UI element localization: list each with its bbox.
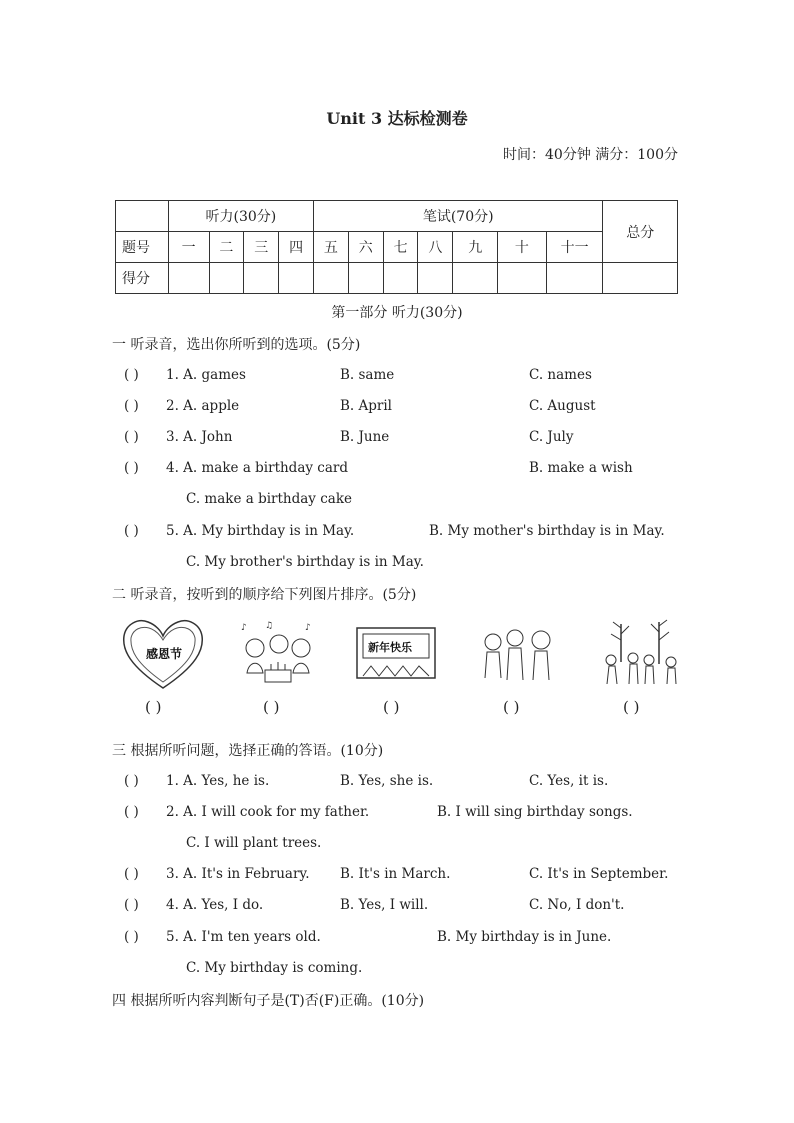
option-c: C. My brother's birthday is in May. [186,554,424,570]
answer-blank[interactable]: ( ) [124,929,139,945]
writing-header: 笔试(70分) [314,201,603,232]
option-a: 2. A. I will cook for my father. [166,804,370,820]
option-c: C. names [529,367,592,383]
picture-row [115,618,685,698]
score-cell[interactable] [453,263,498,294]
birthday-party-picture [235,618,321,692]
option-a: 1. A. games [166,367,246,383]
new-year-text: 新年快乐 [368,641,412,654]
svg-text:♪: ♪ [241,623,247,633]
answer-blank[interactable]: ( ) [124,367,139,383]
score-cell[interactable] [314,263,349,294]
option-b: B. April [340,398,392,414]
answer-blank[interactable]: ( ) [503,698,520,716]
option-c: C. make a birthday cake [186,491,353,507]
score-cell[interactable] [603,263,678,294]
section3-title: 三 根据所听问题，选择正确的答语。(10分) [112,743,384,759]
score-table [115,200,678,294]
part-title: 第一部分 听力(30分) [331,305,463,321]
option-b: B. same [340,367,395,383]
heart-picture [120,618,206,692]
answer-blank[interactable]: ( ) [623,698,640,716]
answer-blank[interactable]: ( ) [124,866,139,882]
table-number: 一 [168,232,209,263]
score-cell[interactable] [348,263,383,294]
option-b: B. make a wish [529,460,633,476]
option-b: B. It's in March. [340,866,451,882]
option-c: C. My birthday is coming. [186,960,363,976]
option-a: 5. A. I'm ten years old. [166,929,321,945]
option-b: B. June [340,429,390,445]
table-number: 七 [383,232,418,263]
score-cell[interactable] [383,263,418,294]
option-a: 4. A. make a birthday card [166,460,348,476]
option-b: B. I will sing birthday songs. [437,804,633,820]
table-number: 五 [314,232,349,263]
children-singing-picture [475,618,561,692]
option-a: 5. A. My birthday is in May. [166,523,355,539]
planting-trees-picture [597,618,683,692]
option-a: 3. A. John [166,429,233,445]
option-a: 4. A. Yes, I do. [166,897,264,913]
section4-title: 四 根据所听内容判断句子是(T)否(F)正确。(10分) [112,993,425,1009]
score-cell[interactable] [418,263,453,294]
page-title: Unit 3 达标检测卷 [326,109,468,128]
heart-text: 感恩节 [146,647,183,661]
table-number: 四 [279,232,314,263]
table-number: 八 [418,232,453,263]
option-b: B. My birthday is in June. [437,929,612,945]
answer-blank[interactable]: ( ) [124,429,139,445]
option-c: C. No, I don't. [529,897,625,913]
option-a: 3. A. It's in February. [166,866,310,882]
listening-header: 听力(30分) [168,201,313,232]
option-c: C. I will plant trees. [186,835,322,851]
answer-blank[interactable]: ( ) [124,460,139,476]
score-cell[interactable] [498,263,547,294]
answer-blank[interactable]: ( ) [124,773,139,789]
table-corner [116,201,169,232]
section1-title: 一 听录音，选出你所听到的选项。(5分) [112,337,361,353]
table-number: 六 [348,232,383,263]
option-c: C. It's in September. [529,866,669,882]
time-info: 时间：40分钟 满分：100分 [503,147,678,163]
answer-blank[interactable]: ( ) [124,523,139,539]
new-year-picture [353,618,439,692]
option-a: 2. A. apple [166,398,240,414]
table-number: 二 [209,232,244,263]
option-b: B. Yes, she is. [340,773,434,789]
score-cell[interactable] [546,263,603,294]
option-c: C. Yes, it is. [529,773,609,789]
score-cell[interactable] [168,263,209,294]
answer-blank[interactable]: ( ) [124,804,139,820]
answer-blank[interactable]: ( ) [124,897,139,913]
answer-blank[interactable]: ( ) [145,698,162,716]
section2-title: 二 听录音，按听到的顺序给下列图片排序。(5分) [112,587,417,603]
row-number-label: 题号 [116,232,169,263]
row-score-label: 得分 [116,263,169,294]
answer-blank[interactable]: ( ) [263,698,280,716]
table-number: 十 [498,232,547,263]
table-number: 九 [453,232,498,263]
table-number: 十一 [546,232,603,263]
score-cell[interactable] [209,263,244,294]
svg-text:♪: ♪ [305,623,311,633]
answer-blank[interactable]: ( ) [383,698,400,716]
answer-blank[interactable]: ( ) [124,398,139,414]
option-a: 1. A. Yes, he is. [166,773,270,789]
option-b: B. Yes, I will. [340,897,429,913]
table-number: 三 [244,232,279,263]
option-c: C. July [529,429,574,445]
option-b: B. My mother's birthday is in May. [429,523,665,539]
score-cell[interactable] [279,263,314,294]
total-header: 总分 [603,201,678,263]
score-cell[interactable] [244,263,279,294]
option-c: C. August [529,398,596,414]
svg-text:♫: ♫ [265,621,274,631]
